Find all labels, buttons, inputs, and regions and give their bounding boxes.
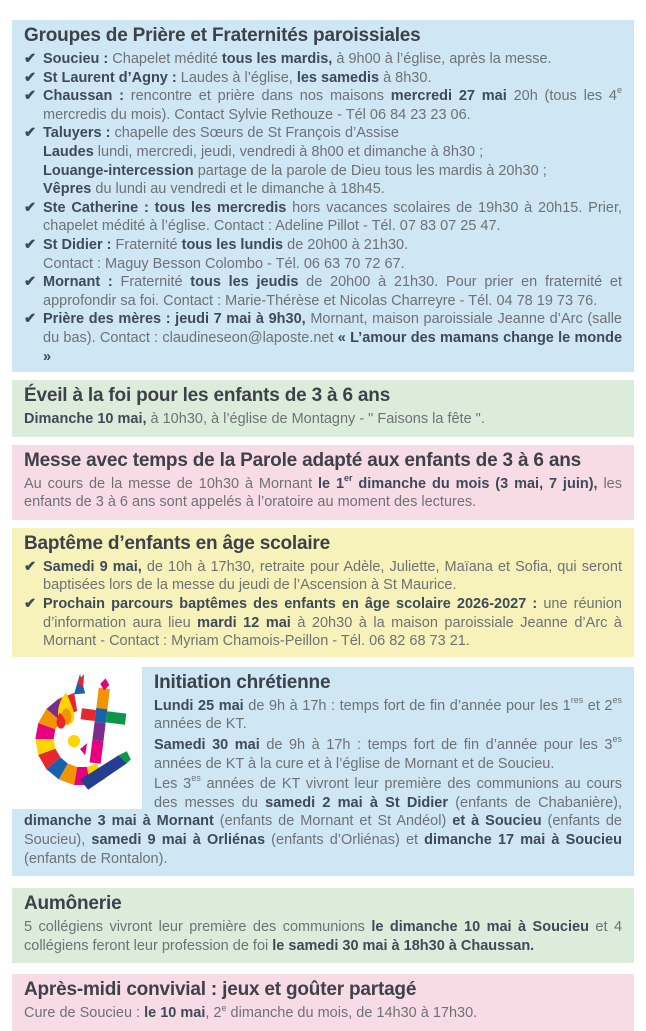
bold-text: samedi 9 mai à Orliénas xyxy=(91,832,266,848)
bold-text: mercredi 27 mai xyxy=(390,88,507,105)
text: Cure de Soucieu : xyxy=(24,1005,145,1022)
text: Les 3 xyxy=(154,776,192,793)
section-initiation-chretienne xyxy=(12,667,634,876)
checklist-item xyxy=(24,199,622,236)
checkmark-icon: ✔ xyxy=(24,596,37,613)
bold-text: « L’amour des mamans change le monde » xyxy=(43,329,623,365)
paragraph xyxy=(24,410,622,429)
bold-text: Prière des mères : jeudi 7 mai à 9h30, xyxy=(43,311,306,328)
paragraph xyxy=(24,472,622,512)
bold-text: Ste Catherine : tous les mercredis xyxy=(43,199,287,216)
section-groupes-priere xyxy=(12,20,634,372)
text: de 20h00 à 21h30. Pour prier en fraternité et approfondir sa foi. Contact : Marie-Thérèse et Nicolas Charreyre - Tél. 04 78 19 73 76. xyxy=(43,274,622,309)
text: à 9h00 à l’église, après la messe. xyxy=(332,51,552,67)
text: du lundi au vendredi et le dimanche à 18h45. xyxy=(91,181,385,198)
section-title: Groupes de Prière et Fraternités paroissiales xyxy=(24,25,421,46)
text: de 9h à 17h : temps fort de fin d’année pour les 3 xyxy=(259,737,613,754)
checkmark-icon: ✔ xyxy=(24,199,37,216)
text: 5 collégiens vivront leur première des communions xyxy=(24,919,372,936)
text: rencontre et prière dans nos maisons xyxy=(130,88,391,105)
checkmark-icon: ✔ xyxy=(24,125,37,142)
text: à 10h30, à l’église de Montagny - " Faisons la fête ". xyxy=(146,411,485,428)
text: chapelle des Sœurs de St François d’Assise xyxy=(114,125,399,142)
bold-text: Vêpres xyxy=(43,181,92,198)
checklist-item xyxy=(24,124,622,198)
checklist-item xyxy=(24,310,622,366)
paragraph xyxy=(24,918,622,955)
section-title: Baptême d’enfants en âge scolaire xyxy=(24,532,330,554)
text: années de KT vivront leur première des communions au cours des messes du xyxy=(154,776,622,811)
checklist-item xyxy=(24,273,622,310)
checkmark-icon: ✔ xyxy=(24,558,37,575)
bold-text: Mornant : xyxy=(43,274,121,291)
bold-text: les samedis xyxy=(296,69,380,86)
section-content xyxy=(24,558,622,651)
text: une réunion d’information aura lieu xyxy=(43,596,623,631)
text: Mornant, maison paroissiale Jeanne d’Arc (salle du bas). Contact : claudineseon@laposte.net xyxy=(43,311,622,346)
bold-text: le 1 xyxy=(317,475,345,492)
text: années de KT. xyxy=(154,716,247,733)
bold-text: Laudes xyxy=(43,143,94,160)
checklist-item xyxy=(24,595,622,651)
text: et 4 collégiens feront leur profession de foi xyxy=(24,919,623,954)
bold-text: tous les jeudis xyxy=(190,274,299,291)
text: les enfants de 3 à 6 ans sont appelés à l’oratoire au moment des lectures. xyxy=(24,475,622,511)
text: (enfants de Soucieu), xyxy=(24,813,622,848)
bold-text: er xyxy=(344,472,353,483)
section-title: Messe avec temps de la Parole adapté aux enfants de 3 à 6 ans xyxy=(24,449,582,471)
text: et 2 xyxy=(583,697,613,714)
text: es xyxy=(612,695,622,706)
section-content xyxy=(24,1004,622,1023)
checkmark-icon: ✔ xyxy=(24,51,37,67)
bold-text: dimanche du mois (3 mai, 7 juin), xyxy=(352,475,598,492)
section-content xyxy=(24,472,622,512)
text: e xyxy=(221,1002,227,1013)
text: Chapelet médité xyxy=(112,51,222,67)
checklist-item xyxy=(24,87,622,124)
text: e xyxy=(617,85,622,96)
section-content xyxy=(24,410,622,429)
text: Au cours de la messe de 10h30 à Mornant xyxy=(24,475,318,492)
text: années de KT à la cure et à l’église de Mornant et de Soucieu. xyxy=(154,755,555,772)
bold-text: St Didier : xyxy=(43,236,116,253)
text: 20h (tous les 4 xyxy=(506,88,617,105)
checkmark-icon: ✔ xyxy=(24,236,37,253)
text: (enfants de Chabanière), xyxy=(447,794,622,811)
bold-text: Samedi 9 mai, xyxy=(43,558,142,575)
text: de 20h00 à 21h30. xyxy=(283,236,409,253)
text: Fraternité xyxy=(115,236,182,253)
text: hors vacances scolaires de 19h30 à 20h15. Prier, chapelet médité à l’église. Contact : Adeline Pillot - Tél. 07 83 07 25 47. xyxy=(43,199,623,235)
bold-text: tous les lundis xyxy=(181,236,284,253)
section-title: Initiation chrétienne xyxy=(154,671,331,693)
bold-text: Samedi 30 mai xyxy=(154,737,260,754)
text: (enfants de Rontalon). xyxy=(24,850,168,867)
bold-text: le 10 mai xyxy=(144,1005,206,1022)
section-aumonerie xyxy=(12,888,634,963)
section-title: Aumônerie xyxy=(24,893,122,915)
text: dimanche du mois, de 14h30 à 17h30. xyxy=(226,1005,478,1022)
cate-logo-plate xyxy=(12,667,142,809)
bold-text: Chaussan : xyxy=(43,88,131,105)
bold-text: samedi 2 mai à St Didier xyxy=(265,794,448,811)
text: (enfants d’Orliénas) et xyxy=(265,832,425,848)
bold-text: dimanche 17 mai à Soucieu xyxy=(424,832,622,848)
section-content xyxy=(24,918,622,955)
text: mercredis du mois). Contact Sylvie Rethouze - Tél 06 84 23 23 06. xyxy=(43,106,471,123)
checklist-item xyxy=(24,69,622,88)
text: , 2 xyxy=(205,1005,222,1022)
text: es xyxy=(612,734,622,745)
text: à 20h30 à la maison paroissiale Jeanne d’Arc à Mornant - Contact : Myriam Chamois-Peillon - Tél. 06 82 68 73 21. xyxy=(43,614,622,650)
section-content xyxy=(24,50,622,366)
bold-text: Soucieu : xyxy=(43,51,113,67)
bold-text: Prochain parcours baptêmes des enfants en âge scolaire 2026-2027 : xyxy=(43,596,538,613)
checklist-item xyxy=(24,236,622,273)
text: res xyxy=(570,695,584,706)
checkmark-icon: ✔ xyxy=(24,311,37,328)
section-bapteme-scolaire xyxy=(12,528,634,657)
bold-text: et à Soucieu xyxy=(452,813,542,830)
text: Fraternité xyxy=(120,274,191,291)
text: es xyxy=(191,773,201,784)
bold-text: le dimanche 10 mai à Soucieu xyxy=(371,919,589,936)
cate-logo-icon xyxy=(21,672,133,804)
text: de 10h à 17h30, retraite pour Adèle, Juliette, Maïana et Sofia, qui seront baptisées lors de la messe du jeudi de l’Ascension à St Maurice. xyxy=(43,558,622,594)
bold-text: dimanche 3 mai à Mornant xyxy=(24,813,214,830)
bold-text: Taluyers : xyxy=(43,125,115,142)
bold-text: Louange-intercession xyxy=(43,162,194,179)
bold-text: St Laurent d’Agny : xyxy=(43,69,181,86)
bold-text: Dimanche 10 mai, xyxy=(24,411,147,428)
paragraph xyxy=(24,1004,622,1023)
checkmark-icon: ✔ xyxy=(24,88,37,105)
text: Contact : Maguy Besson Colombo - Tél. 06 63 70 72 67. xyxy=(43,255,405,272)
text: à 8h30. xyxy=(379,69,432,86)
section-eveil-foi xyxy=(12,380,634,437)
text: lundi, mercredi, jeudi, vendredi à 8h00 et dimanche à 8h30 ; xyxy=(93,143,484,160)
text: Laudes à l’église, xyxy=(180,69,297,86)
bold-text: Lundi 25 mai xyxy=(154,697,244,714)
text: de 9h à 17h : temps fort de fin d’année pour les 1 xyxy=(243,697,571,714)
section-title: Après-midi convivial : jeux et goûter partagé xyxy=(24,979,417,1001)
section-title: Éveil à la foi pour les enfants de 3 à 6 ans xyxy=(24,385,391,407)
checkmark-icon: ✔ xyxy=(24,274,37,291)
section-apres-midi xyxy=(12,974,634,1031)
checkmark-icon: ✔ xyxy=(24,69,37,86)
text: partage de la parole de Dieu tous les mardis à 20h30 ; xyxy=(193,162,547,179)
text: (enfants de Mornant et St Andéol) xyxy=(213,813,453,830)
checklist-item xyxy=(24,50,622,69)
bold-text: tous les mardis, xyxy=(221,51,333,67)
bold-text: mardi 12 mai xyxy=(197,614,291,631)
checklist-item xyxy=(24,558,622,595)
section-messe-parole xyxy=(12,445,634,520)
bold-text: le samedi 30 mai à 18h30 à Chaussan. xyxy=(272,937,535,954)
